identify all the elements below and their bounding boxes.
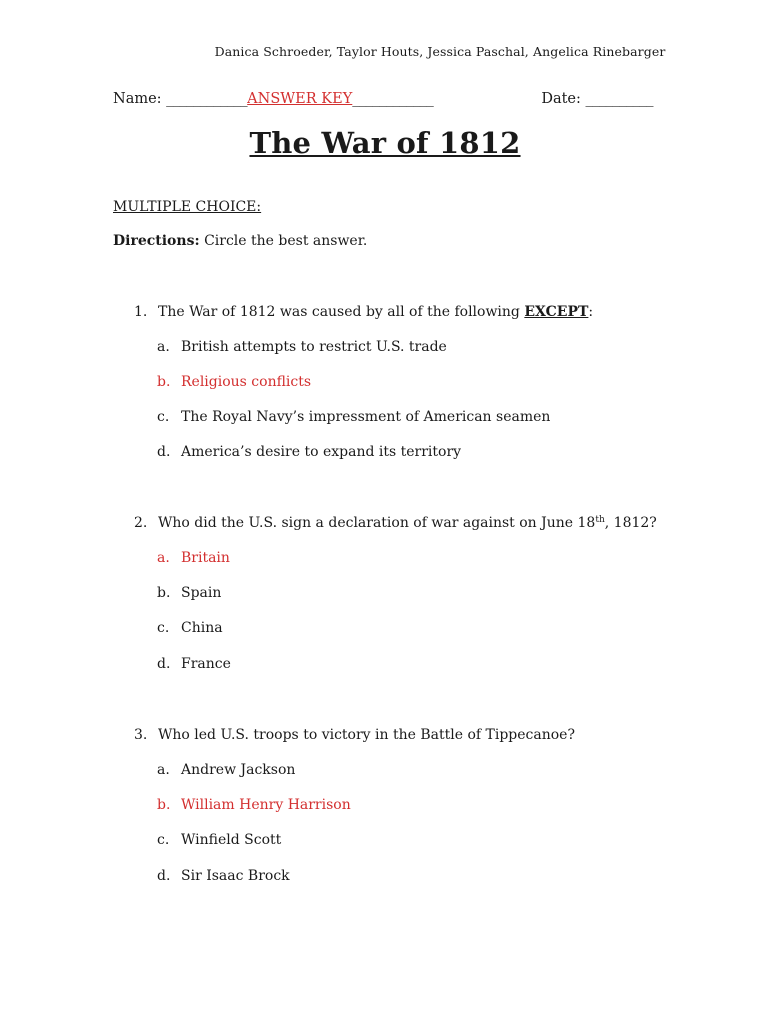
question-number: 1. xyxy=(134,304,148,320)
option-3b-correct xyxy=(157,797,351,813)
option-letter: a. xyxy=(157,762,170,778)
option-letter: c. xyxy=(157,620,170,636)
option-text: The Royal Navy’s impressment of American seamen xyxy=(181,409,551,425)
option-1d xyxy=(157,444,461,460)
option-2d xyxy=(157,656,231,672)
name-date-line xyxy=(113,91,653,107)
section-heading: MULTIPLE CHOICE: xyxy=(113,199,262,215)
option-letter: d. xyxy=(157,868,171,884)
question-3 xyxy=(134,727,575,743)
answer-key-label: ANSWER KEY xyxy=(247,91,353,107)
option-text: William Henry Harrison xyxy=(181,797,351,813)
option-2c xyxy=(157,620,223,636)
option-text: France xyxy=(181,656,231,672)
option-letter: a. xyxy=(157,550,170,566)
option-letter: b. xyxy=(157,585,171,601)
directions-label: Directions: xyxy=(113,233,200,249)
option-text: Spain xyxy=(181,585,222,601)
option-3d xyxy=(157,868,290,884)
directions xyxy=(113,233,367,249)
option-2b xyxy=(157,585,221,601)
option-text: Sir Isaac Brock xyxy=(181,868,290,884)
question-emphasis: EXCEPT xyxy=(524,304,589,320)
question-number: 2. xyxy=(134,515,148,531)
question-text: Who led U.S. troops to victory in the Battle of Tippecanoe? xyxy=(158,727,575,743)
option-letter: a. xyxy=(157,339,170,355)
question-number: 3. xyxy=(134,727,148,743)
option-letter: b. xyxy=(157,797,171,813)
option-1c xyxy=(157,409,550,425)
option-1b-correct xyxy=(157,374,311,390)
question-text: The War of 1812 was caused by all of the following xyxy=(158,304,525,320)
date-field xyxy=(541,91,653,107)
option-1a xyxy=(157,339,447,355)
question-text: Who did the U.S. sign a declaration of war against on June 18 xyxy=(158,515,596,531)
option-text: Britain xyxy=(181,550,230,566)
date-label: Date: xyxy=(541,91,586,107)
question-text-end: : xyxy=(588,304,594,320)
option-letter: c. xyxy=(157,832,170,848)
question-2 xyxy=(134,515,657,531)
option-2a-correct xyxy=(157,550,230,566)
option-text: America’s desire to expand its territory xyxy=(181,444,462,460)
option-text: Andrew Jackson xyxy=(181,762,296,778)
name-blank-after: ____________ xyxy=(352,91,434,107)
option-text: Winfield Scott xyxy=(181,832,282,848)
option-text: China xyxy=(181,620,223,636)
authors-line: Danica Schroeder, Taylor Houts, Jessica Paschal, Angelica Rinebarger xyxy=(214,44,666,59)
question-text-end: , 1812? xyxy=(604,515,657,531)
option-letter: c. xyxy=(157,409,170,425)
name-label: Name: xyxy=(113,91,167,107)
option-letter: b. xyxy=(157,374,171,390)
directions-text: Circle the best answer. xyxy=(199,233,368,249)
superscript-th: th xyxy=(595,515,605,525)
option-3a xyxy=(157,762,295,778)
page-title: The War of 1812 xyxy=(249,126,521,160)
date-blank: __________ xyxy=(585,91,653,107)
option-3c xyxy=(157,832,281,848)
option-text: Religious conflicts xyxy=(181,374,312,390)
name-blank-before: ____________ xyxy=(166,91,248,107)
option-letter: d. xyxy=(157,444,171,460)
name-field xyxy=(113,91,433,107)
question-1 xyxy=(134,304,593,320)
option-text: British attempts to restrict U.S. trade xyxy=(181,339,447,355)
option-letter: d. xyxy=(157,656,171,672)
